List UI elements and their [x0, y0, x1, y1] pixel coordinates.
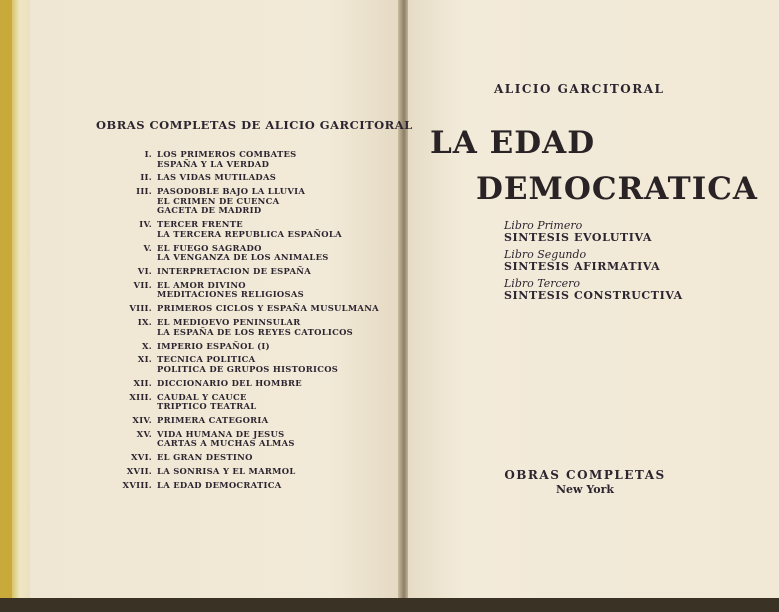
works-heading: OBRAS COMPLETAS DE ALICIO GARCITORAL — [96, 118, 413, 132]
work-number: X. — [141, 340, 152, 351]
book-label: Libro Tercero — [504, 277, 581, 290]
work-number: VI. — [137, 265, 152, 276]
work-titles — [157, 416, 268, 426]
work-title: EL CRIMEN DE CUENCA — [157, 195, 280, 206]
book-entry — [504, 278, 683, 302]
work-item — [100, 150, 390, 169]
work-title: LA ESPAÑA DE LOS REYES CATOLICOS — [157, 326, 354, 337]
work-titles — [157, 281, 304, 300]
work-titles — [157, 453, 253, 463]
work-title: PASODOBLE BAJO LA LLUVIA — [157, 186, 306, 197]
work-number: VIII. — [129, 303, 152, 314]
work-item — [100, 430, 390, 449]
work-item — [100, 355, 390, 374]
work-titles — [157, 304, 379, 314]
book-entry — [504, 220, 683, 244]
work-number: XIV. — [132, 415, 152, 426]
work-item — [100, 281, 390, 300]
work-title: GACETA DE MADRID — [157, 205, 262, 216]
work-item — [100, 467, 390, 477]
work-titles — [157, 467, 296, 477]
work-title: DICCIONARIO DEL HOMBRE — [157, 377, 302, 388]
work-number: IV. — [139, 219, 152, 230]
work-title: INTERPRETACION DE ESPAÑA — [157, 265, 312, 276]
work-titles — [157, 379, 302, 389]
book-label: Libro Segundo — [504, 248, 587, 261]
book-title: SINTESIS CONSTRUCTIVA — [504, 289, 683, 302]
work-titles — [157, 244, 329, 263]
work-title: MEDITACIONES RELIGIOSAS — [157, 289, 304, 300]
work-title: EL AMOR DIVINO — [157, 279, 246, 290]
work-title: CAUDAL Y CAUCE — [157, 391, 247, 402]
work-number: XVI. — [130, 452, 152, 463]
work-number: V. — [143, 242, 152, 253]
work-number: VII. — [133, 279, 152, 290]
work-number: XV. — [136, 428, 152, 439]
works-list — [100, 150, 390, 495]
work-item — [100, 220, 390, 239]
work-number: XVIII. — [122, 480, 152, 491]
work-item — [100, 481, 390, 491]
bottom-edge — [0, 598, 779, 612]
work-titles — [157, 150, 297, 169]
title-line-2: DEMOCRATICA — [476, 171, 758, 207]
work-item — [100, 342, 390, 352]
work-item — [100, 393, 390, 412]
book-title: SINTESIS AFIRMATIVA — [504, 260, 661, 273]
work-number: XII. — [133, 377, 152, 388]
work-title: TECNICA POLITICA — [157, 354, 256, 365]
work-item — [100, 173, 390, 183]
work-number: XVII. — [126, 466, 152, 477]
work-item — [100, 304, 390, 314]
work-number: IX. — [137, 317, 152, 328]
work-item — [100, 379, 390, 389]
work-titles — [157, 393, 256, 412]
work-title: LA VENGANZA DE LOS ANIMALES — [157, 252, 329, 263]
book-entry — [504, 249, 683, 273]
book-label: Libro Primero — [504, 219, 583, 232]
work-item — [100, 416, 390, 426]
work-titles — [157, 355, 338, 374]
books-list — [504, 220, 683, 307]
work-title: LAS VIDAS MUTILADAS — [157, 172, 277, 183]
work-titles — [157, 220, 342, 239]
work-title: ESPAÑA Y LA VERDAD — [157, 158, 270, 169]
work-titles — [157, 187, 305, 216]
work-number: XIII. — [129, 391, 152, 402]
work-item — [100, 318, 390, 337]
work-title: IMPERIO ESPAÑOL (I) — [157, 340, 270, 351]
work-item — [100, 267, 390, 277]
work-titles — [157, 481, 282, 491]
work-title: EL GRAN DESTINO — [157, 452, 253, 463]
work-item — [100, 244, 390, 263]
work-title: POLITICA DE GRUPOS HISTORICOS — [157, 363, 339, 374]
work-titles — [157, 173, 276, 183]
work-item — [100, 453, 390, 463]
work-title: EL FUEGO SAGRADO — [157, 242, 262, 253]
work-title: LOS PRIMEROS COMBATES — [157, 149, 297, 159]
publisher-name: OBRAS COMPLETAS — [504, 468, 666, 482]
work-title: LA EDAD DEMOCRATICA — [157, 480, 282, 491]
work-title: PRIMERA CATEGORIA — [157, 415, 269, 426]
work-title: VIDA HUMANA DE JESUS — [157, 428, 285, 439]
book-title: SINTESIS EVOLUTIVA — [504, 231, 652, 244]
work-title: CARTAS A MUCHAS ALMAS — [157, 438, 295, 449]
work-title: LA SONRISA Y EL MARMOL — [157, 466, 296, 477]
work-number: I. — [144, 149, 152, 159]
work-title: TRIPTICO TEATRAL — [157, 401, 257, 412]
publisher — [504, 468, 666, 496]
work-titles — [157, 267, 311, 277]
work-number: II. — [140, 172, 152, 183]
work-title: EL MEDIOEVO PENINSULAR — [157, 317, 301, 328]
publisher-city: New York — [555, 483, 614, 496]
title-line-1: LA EDAD — [430, 125, 596, 161]
work-number: III. — [136, 186, 152, 197]
work-titles — [157, 430, 295, 449]
work-titles — [157, 318, 353, 337]
work-title: LA TERCERA REPUBLICA ESPAÑOLA — [157, 228, 342, 239]
work-title: TERCER FRENTE — [157, 219, 243, 230]
page-edges — [12, 0, 32, 600]
work-title: PRIMEROS CICLOS Y ESPAÑA MUSULMANA — [157, 303, 379, 314]
author-name: ALICIO GARCITORAL — [494, 82, 665, 96]
work-item — [100, 187, 390, 216]
work-number: XI. — [137, 354, 152, 365]
work-titles — [157, 342, 270, 352]
